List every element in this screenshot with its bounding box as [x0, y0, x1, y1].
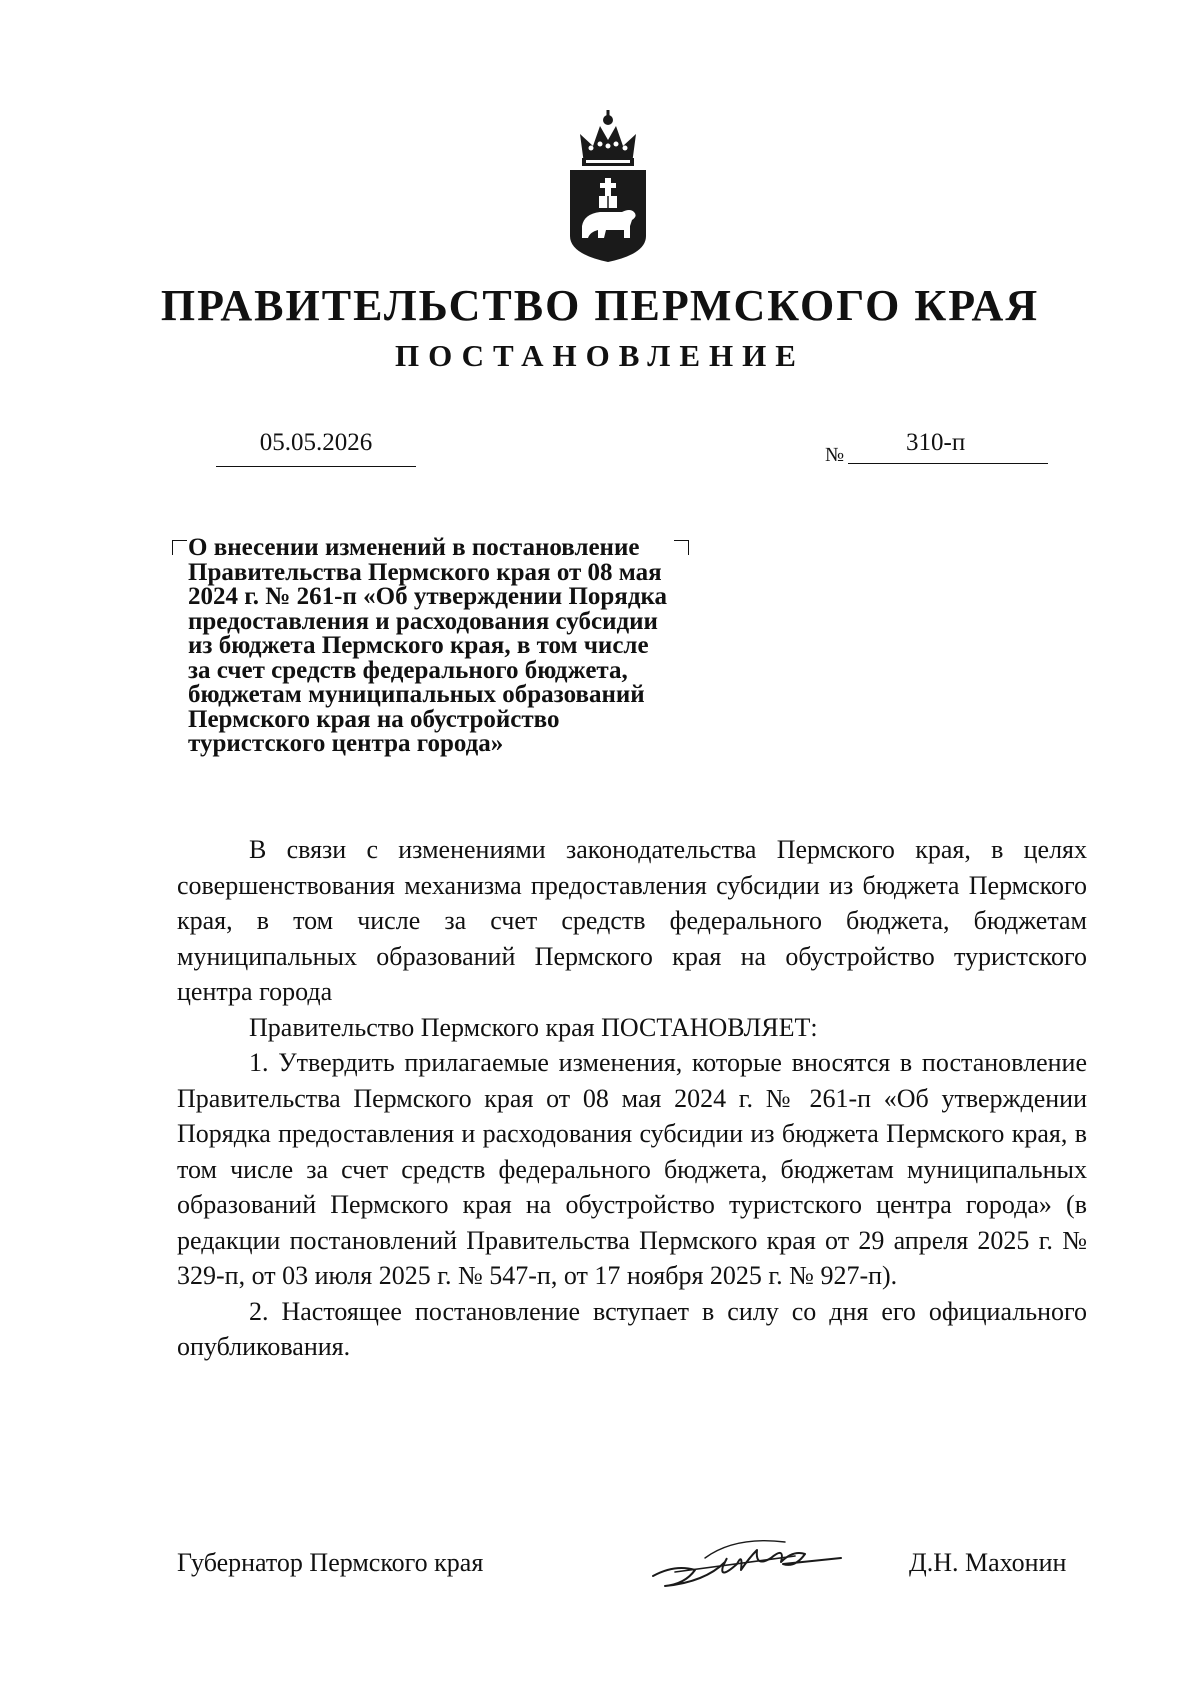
subject-bracket-left	[172, 540, 187, 555]
handwritten-signature-icon	[645, 1528, 845, 1598]
document-type: ПОСТАНОВЛЕНИЕ	[395, 338, 805, 373]
subject-line: О внесении изменений в постановление	[188, 534, 640, 561]
subject-line: бюджетам муниципальных образований	[188, 681, 645, 708]
coat-of-arms-icon	[560, 108, 656, 264]
subject-line: Правительства Пермского края от 08 мая	[188, 558, 662, 586]
document-date: 05.05.2026	[216, 426, 416, 467]
body-paragraph-resolves: Правительство Пермского края ПОСТАНОВЛЯЕТ:	[249, 1012, 818, 1042]
subject-line: Пермского края на обустройство	[188, 705, 560, 733]
subject-line: за счет средств федерального бюджета,	[188, 656, 628, 684]
number-sign: №	[825, 444, 845, 466]
document-number: 310-п	[848, 426, 1048, 464]
government-title: ПРАВИТЕЛЬСТВО ПЕРМСКОГО КРАЯ	[160, 281, 1040, 330]
subject-line: туристского центра города»	[188, 730, 504, 757]
body-paragraph-item-1: 1. Утвердить прилагаемые изменения, которые вносятся в постановление Правительства Пермского края от 08 мая 2024 г. № 261-п «Об утверждении Порядка предоставления и расходования субсидии из бюджета Пермского края, в том числе за счет средств федерального бюджета, бюджетам муниципальных образований Пермского края на обустройство туристского центра города» (в редакции постановлений Правительства Пермского края от 29 апреля 2025 г. № 329-п, от 03 июля 2025 г. № 547-п, от 17 ноября 2025 г. № 927-п).	[177, 1048, 1087, 1290]
document-subject	[188, 536, 748, 757]
body-paragraph-preamble: В связи с изменениями законодательства Пермского края, в целях совершенствования механизма предоставления субсидии из бюджета Пермского края, в том числе за счет средств федерального бюджета, бюджетам муниципальных образований Пермского края на обустройство туристского центра города	[177, 835, 1087, 1006]
document-body	[177, 832, 1087, 1365]
signatory-name: Д.Н. Махонин	[909, 1548, 1067, 1577]
subject-line: 2024 г. № 261-п «Об утверждении Порядка	[188, 583, 667, 610]
subject-line: из бюджета Пермского края, в том числе	[188, 632, 649, 659]
body-paragraph-item-2: 2. Настоящее постановление вступает в силу со дня его официального опубликования.	[177, 1296, 1087, 1361]
signatory-role: Губернатор Пермского края	[177, 1548, 484, 1577]
subject-line: предоставления и расходования субсидии	[188, 607, 658, 635]
